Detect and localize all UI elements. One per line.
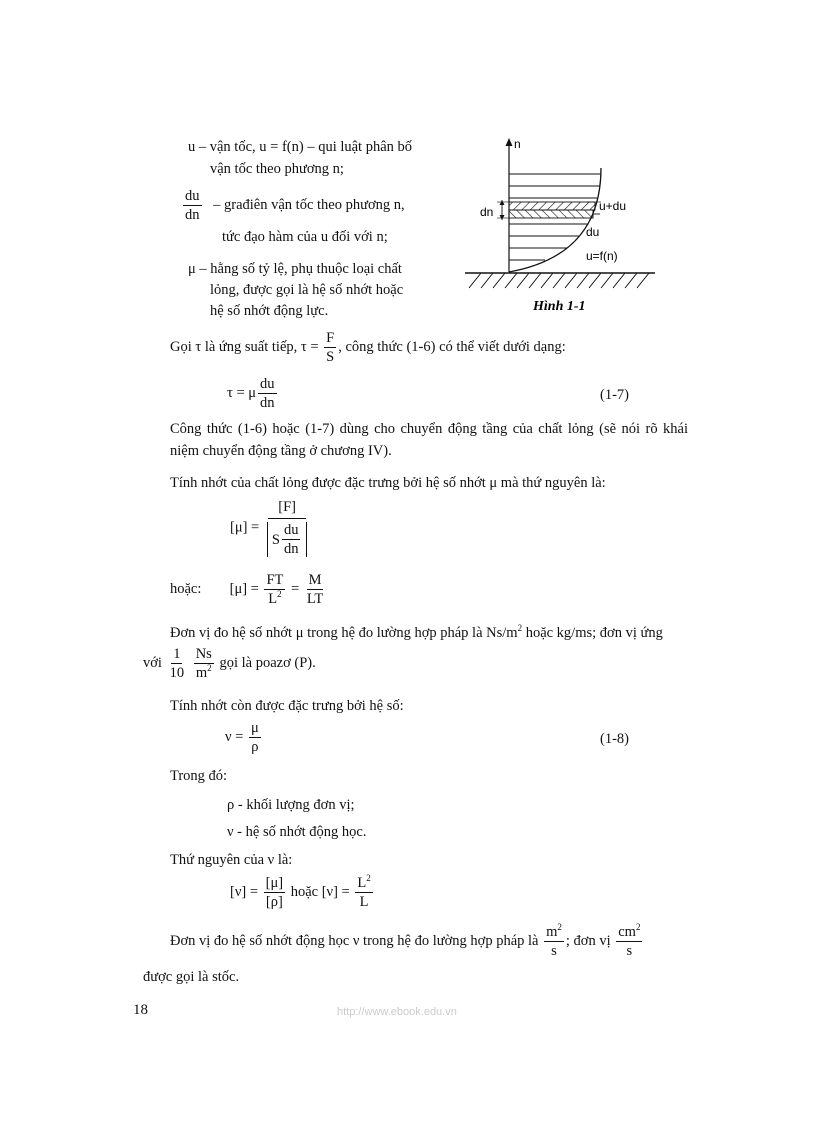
gradient-den: dn [185, 207, 200, 223]
paragraph-kinematic: Tính nhớt còn được đặc trưng bởi hệ số: [170, 698, 404, 714]
def-u-line1: u – vận tốc, u = f(n) – qui luật phân bố [188, 139, 413, 155]
dim-nu-frac2 [355, 875, 372, 910]
units2-frac1-den: s [551, 943, 557, 959]
units2-frac1-num-base: m [546, 924, 558, 940]
dim-nu-den1: [ρ] [265, 894, 283, 910]
nu-definition: ν - hệ số nhớt động học. [227, 824, 367, 840]
eq17-den: dn [260, 395, 275, 411]
eq17-fraction [258, 376, 277, 411]
label-du: du [586, 225, 600, 239]
dim-nu-num2-base: L [357, 875, 367, 891]
dim-nu-num1: [μ] [265, 875, 284, 891]
figure-caption: Hình 1-1 [533, 299, 586, 312]
units2-frac2-num-base: cm [618, 924, 636, 940]
units-frac2-den [194, 664, 214, 681]
dim-nu-intro: Thứ nguyên của ν là: [170, 852, 293, 868]
gradient-fraction [183, 188, 202, 223]
eq18-den: ρ [251, 739, 259, 755]
dimension-mu [230, 498, 311, 560]
eq18-num: μ [250, 720, 259, 736]
dim-mu2-lhs: [μ] = [229, 580, 259, 597]
page-number: 18 [133, 1002, 148, 1018]
label-dn: dn [480, 205, 494, 219]
units-line2-a: với [143, 654, 162, 671]
dim-mu-inner-num: du [283, 522, 299, 538]
tau-num: F [326, 330, 335, 346]
eq17-lhs: τ = μ [227, 384, 257, 401]
dim-nu-frac1 [264, 875, 285, 910]
dim-mu-lhs: [μ] = [230, 519, 260, 536]
dim-nu-den2: L [359, 894, 369, 910]
paragraph-viscosity-dim: Tính nhớt của chất lỏng được đặc trưng bởi hệ số nhớt μ mà thứ nguyên là: [170, 475, 606, 491]
eq18-lhs: ν = [225, 728, 244, 745]
units-frac1 [168, 646, 187, 681]
dim-mu2-num2: M [308, 572, 322, 588]
dim-mu2-lead: hoặc: [170, 580, 202, 597]
layer-upper [509, 202, 595, 210]
n-axis-arrow [506, 138, 513, 146]
units2-frac1 [544, 924, 564, 959]
equation-1-7 [227, 376, 279, 411]
dim-mu2-frac1 [264, 572, 285, 607]
dn-arrow-top [500, 200, 505, 205]
equation-1-8-label: (1-8) [600, 731, 629, 747]
dim-mu2-den1 [266, 590, 283, 607]
units-frac1-num: 1 [173, 646, 181, 662]
watermark-url: http://www.ebook.edu.vn [337, 1006, 457, 1018]
equation-1-7-label: (1-7) [600, 387, 629, 403]
gradient-text: – građiên vận tốc theo phương n, [213, 196, 405, 213]
axis-label-n: n [514, 137, 521, 151]
paragraph-laminar: Công thức (1-6) hoặc (1-7) dùng cho chuyển động tầng của chất lỏng (sẽ nói rõ khái niệm chuyển động tầng ở chương IV). [170, 421, 688, 459]
def-gradient [181, 188, 405, 223]
units2-frac1-num [544, 924, 564, 942]
dim-mu-fraction [265, 498, 310, 557]
units-frac1-den: 10 [169, 665, 185, 681]
units-frac2 [194, 646, 214, 681]
def-mu-line2: lỏng, được gọi là hệ số nhớt hoặc [210, 282, 404, 298]
units2-a: Đơn vị đo hệ số nhớt động học ν trong hệ đo lường hợp pháp là [170, 932, 539, 949]
units2-frac1-sup: 2 [557, 922, 562, 933]
dim-nu-num2 [355, 875, 372, 893]
dimension-mu-alt [170, 572, 327, 607]
dim-mu-s: S [271, 531, 280, 548]
units2-frac2 [616, 924, 642, 959]
label-u-plus-du: u+du [599, 199, 627, 213]
ground-hatch [469, 273, 649, 288]
label-u-f-n: u=f(n) [586, 249, 618, 263]
dim-nu-lhs: [ν] = [230, 883, 259, 900]
trong-do: Trong đó: [170, 768, 228, 784]
dimension-nu [230, 875, 375, 910]
units2-frac2-den: s [626, 943, 633, 959]
dim-mu-den [265, 519, 310, 557]
units-sup: 2 [517, 623, 523, 634]
units-line1 [170, 624, 663, 642]
units2-line2: được gọi là stốc. [143, 969, 240, 985]
dim-mu2-den1-base: L [268, 591, 278, 607]
units2-frac2-sup: 2 [635, 922, 641, 933]
dim-nu-num2-sup: 2 [366, 873, 371, 884]
equation-1-8 [225, 720, 263, 755]
units2-line1 [170, 924, 690, 959]
units2-b: ; đơn vị [565, 932, 611, 949]
dim-mu2-num1: FT [266, 572, 284, 588]
def-mu-line3: hệ số nhớt động lực. [210, 303, 329, 319]
units-line2-b: gọi là poazơ (P). [219, 654, 316, 671]
units-frac2-den-base: m [195, 665, 208, 681]
tau-fraction [324, 330, 336, 365]
dn-arrow-bottom [500, 215, 505, 220]
tau-intro-text: Gọi τ là ứng suất tiếp, τ = [170, 338, 319, 355]
velocity-profile-figure [455, 132, 670, 312]
eq17-num: du [260, 376, 275, 392]
dim-mu2-den2: LT [306, 591, 324, 607]
dim-nu-mid: hoặc [ν] = [290, 883, 350, 900]
dim-mu2-den1-sup: 2 [277, 589, 282, 600]
def-u-line2: vận tốc theo phương n; [210, 161, 344, 177]
units-frac2-num: Ns [195, 646, 212, 662]
layer-lower [509, 210, 593, 218]
units-line1-b: hoặc kg/ms; đơn vị ứng [522, 625, 663, 641]
units-line1-a: Đơn vị đo hệ số nhớt μ trong hệ đo lường hợp pháp là Ns/m [170, 625, 518, 641]
def-mu-line1: μ – hằng số tỷ lệ, phụ thuộc loại chất [188, 261, 402, 277]
eq18-fraction [249, 720, 261, 755]
dim-mu2-frac2 [305, 572, 325, 607]
def-gradient-line2: tức đạo hàm của u đối với n; [222, 229, 388, 245]
dim-mu-num: [F] [268, 498, 306, 519]
tau-intro [170, 330, 566, 365]
gradient-num: du [185, 188, 200, 204]
dim-mu-bracket [267, 522, 308, 557]
dim-mu-inner-den: dn [283, 541, 299, 557]
dim-mu2-eq: = [291, 580, 300, 597]
rho-definition: ρ - khối lượng đơn vị; [227, 797, 355, 813]
units-line2 [143, 646, 316, 681]
tau-intro-after: , công thức (1-6) có thể viết dưới dạng: [338, 338, 566, 355]
units2-frac2-num [616, 924, 642, 942]
units-frac2-sup: 2 [207, 663, 212, 674]
dim-mu-inner-fraction [282, 522, 301, 557]
tau-den: S [326, 349, 335, 365]
